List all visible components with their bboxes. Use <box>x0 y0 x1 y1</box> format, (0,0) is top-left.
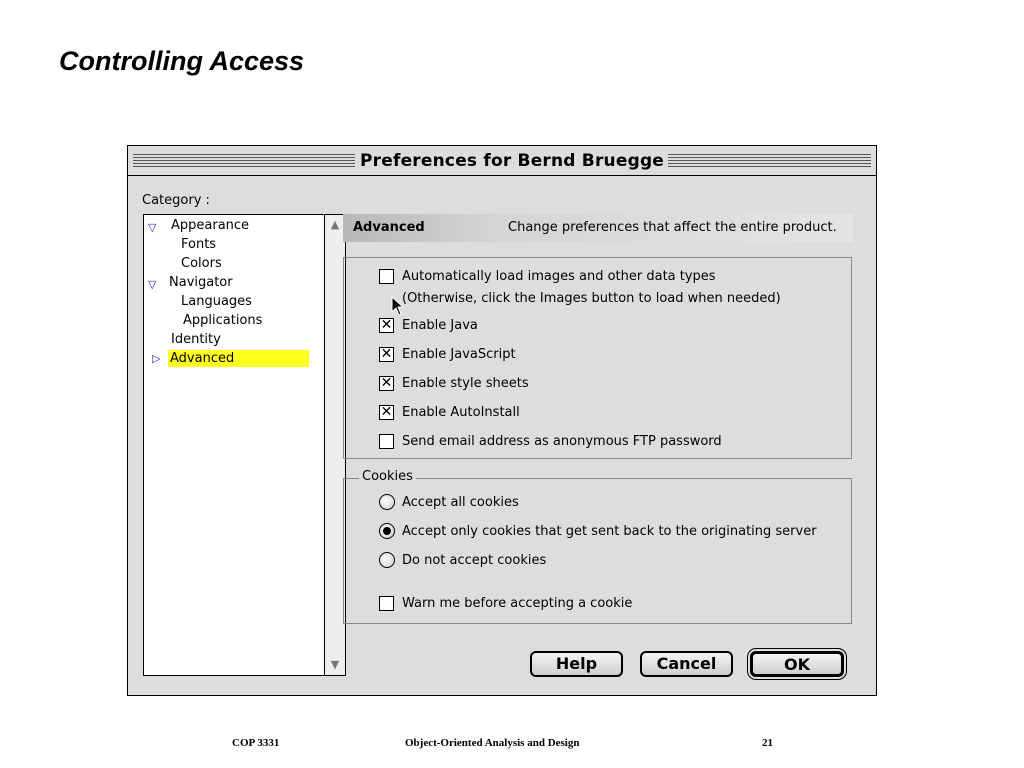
enable-autoinstall-option[interactable] <box>379 405 520 420</box>
enable-style-sheets-label: Enable style sheets <box>402 376 529 391</box>
category-item-advanced[interactable]: Advanced <box>168 350 309 367</box>
auto-load-images-checkbox[interactable] <box>379 269 394 284</box>
cancel-button[interactable]: Cancel <box>640 651 733 677</box>
warn-cookie-label: Warn me before accepting a cookie <box>402 596 633 611</box>
warn-cookie-checkbox[interactable] <box>379 596 394 611</box>
enable-style-sheets-option[interactable] <box>379 376 529 391</box>
warn-cookie-option[interactable] <box>379 596 632 611</box>
category-label: Category : <box>142 193 210 208</box>
footer-page-number: 21 <box>762 737 773 749</box>
send-email-ftp-label: Send email address as anonymous FTP password <box>402 434 722 449</box>
disclosure-collapsed-icon[interactable]: ▷ <box>152 352 161 365</box>
disclosure-expanded-icon[interactable]: ▽ <box>148 278 157 291</box>
do-not-accept-cookies-radio[interactable] <box>379 552 395 568</box>
enable-java-checkbox[interactable]: ✕ <box>380 317 393 333</box>
category-item-languages[interactable]: Languages <box>181 294 252 309</box>
mouse-pointer-icon <box>391 296 405 316</box>
enable-javascript-label: Enable JavaScript <box>402 347 516 362</box>
do-not-accept-cookies-label: Do not accept cookies <box>402 552 547 568</box>
accept-originating-cookies-option[interactable] <box>379 523 817 539</box>
enable-java-option[interactable] <box>379 318 478 333</box>
category-list <box>143 214 346 676</box>
accept-originating-cookies-label: Accept only cookies that get sent back to the originating server <box>402 523 817 539</box>
accept-originating-cookies-radio[interactable] <box>379 523 395 539</box>
send-email-ftp-option[interactable] <box>379 434 722 449</box>
do-not-accept-cookies-option[interactable] <box>379 552 546 568</box>
auto-load-images-note: (Otherwise, click the Images button to load when needed) <box>402 291 781 306</box>
category-item-applications[interactable]: Applications <box>183 313 263 328</box>
auto-load-images-option[interactable] <box>379 269 716 284</box>
footer-course: COP 3331 <box>232 737 280 749</box>
footer-subject: Object-Oriented Analysis and Design <box>405 737 580 749</box>
preferences-window <box>127 145 877 696</box>
accept-all-cookies-option[interactable] <box>379 494 519 510</box>
category-item-colors[interactable]: Colors <box>181 256 222 271</box>
enable-autoinstall-label: Enable AutoInstall <box>402 405 520 420</box>
category-item-appearance[interactable]: Appearance <box>171 218 250 233</box>
enable-style-sheets-checkbox[interactable]: ✕ <box>380 375 393 391</box>
ok-button[interactable]: OK <box>750 651 844 677</box>
send-email-ftp-checkbox[interactable] <box>379 434 394 449</box>
section-header-description: Change preferences that affect the entire product. <box>508 220 837 235</box>
radio-selected-dot <box>383 527 391 535</box>
auto-load-images-label: Automatically load images and other data types <box>402 269 716 284</box>
window-title: Preferences for Bernd Bruegge <box>356 149 668 173</box>
title-bar-stripes-right <box>648 152 871 167</box>
enable-javascript-option[interactable] <box>379 347 516 362</box>
help-button[interactable]: Help <box>530 651 623 677</box>
accept-all-cookies-radio[interactable] <box>379 494 395 510</box>
enable-javascript-checkbox[interactable]: ✕ <box>380 346 393 362</box>
scroll-up-arrow-icon[interactable]: ▲ <box>330 218 340 231</box>
enable-java-label: Enable Java <box>402 318 478 333</box>
accept-all-cookies-label: Accept all cookies <box>402 494 519 510</box>
category-item-identity[interactable]: Identity <box>171 332 221 347</box>
section-header <box>343 214 853 242</box>
enable-autoinstall-checkbox[interactable]: ✕ <box>380 404 393 420</box>
title-bar-stripes-left <box>133 152 355 167</box>
category-scrollbar[interactable] <box>324 215 345 675</box>
category-item-fonts[interactable]: Fonts <box>181 237 217 252</box>
scroll-down-arrow-icon[interactable]: ▼ <box>330 658 340 671</box>
section-header-title: Advanced <box>353 220 425 235</box>
category-item-navigator[interactable]: Navigator <box>169 275 233 290</box>
cookies-legend: Cookies <box>359 469 416 484</box>
slide-title: Controlling Access <box>59 46 305 76</box>
disclosure-expanded-icon[interactable]: ▽ <box>148 221 157 234</box>
title-bar[interactable] <box>128 146 876 176</box>
